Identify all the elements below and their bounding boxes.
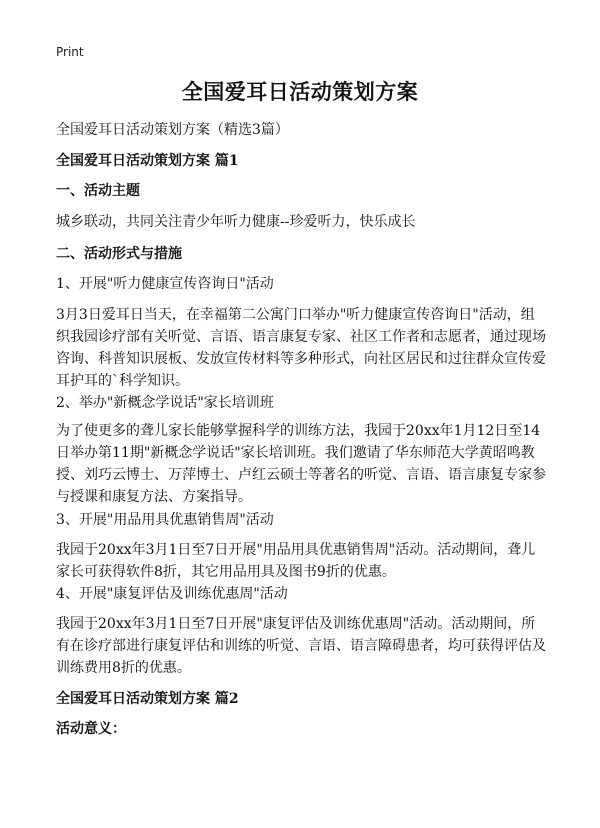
document-subtitle: 全国爱耳日活动策划方案（精选3篇） — [56, 122, 289, 138]
item3-title: 3、开展"用品用具优惠销售周"活动 — [56, 512, 274, 528]
item4-title: 4、开展"康复评估及训练优惠周"活动 — [56, 586, 288, 602]
part2-sub-heading: 活动意义： — [56, 721, 126, 737]
item1-text: 3月3日爱耳日当天，在幸福第二公寓门口举办"听力健康宣传咨询日"活动，组织我园诊疗部有关听觉、言语、语言康复专家、社区工作者和志愿者，通过现场咨询、科普知识展板、发放宣传材料等多种形式，向社区居民和过往群众宣传爱耳护耳的`科学知识。 — [56, 307, 546, 389]
item2-title: 2、举办"新概念学说话"家长培训班 — [56, 395, 274, 411]
part1-heading: 全国爱耳日活动策划方案 篇1 — [56, 153, 239, 169]
section1-text: 城乡联动，共同关注青少年听力健康--珍爱听力，快乐成长 — [56, 214, 416, 230]
part2-heading: 全国爱耳日活动策划方案 篇2 — [56, 691, 239, 707]
item2-text: 为了使更多的聋儿家长能够掌握科学的训练方法，我园于20xx年1月12日至14日举办第11期"新概念学说话"家长培训班。我们邀请了华东师范大学黄昭鸣教授、刘巧云博士、万萍博士、卢红云硕士等著名的听觉、言语、语言康复专家参与授课和康复方法、方案指导。 — [56, 423, 546, 505]
item1-title: 1、开展"听力健康宣传咨询日"活动 — [56, 276, 274, 292]
print-link[interactable]: Print — [56, 45, 84, 59]
item4-text: 我园于20xx年3月1日至7日开展"康复评估及训练优惠周"活动。活动期间，所有在诊疗部进行康复评估和训练的听觉、言语、语言障碍患者，均可获得评估及训练费用8折的优惠。 — [56, 616, 546, 676]
section2-heading: 二、活动形式与措施 — [56, 246, 182, 262]
section1-heading: 一、活动主题 — [56, 183, 140, 199]
item3-text: 我园于20xx年3月1日至7日开展"用品用具优惠销售周"活动。活动期间，聋儿家长可获得软件8折，其它用品用具及图书9折的优惠。 — [56, 542, 536, 580]
document-title: 全国爱耳日活动策划方案 — [181, 79, 419, 104]
